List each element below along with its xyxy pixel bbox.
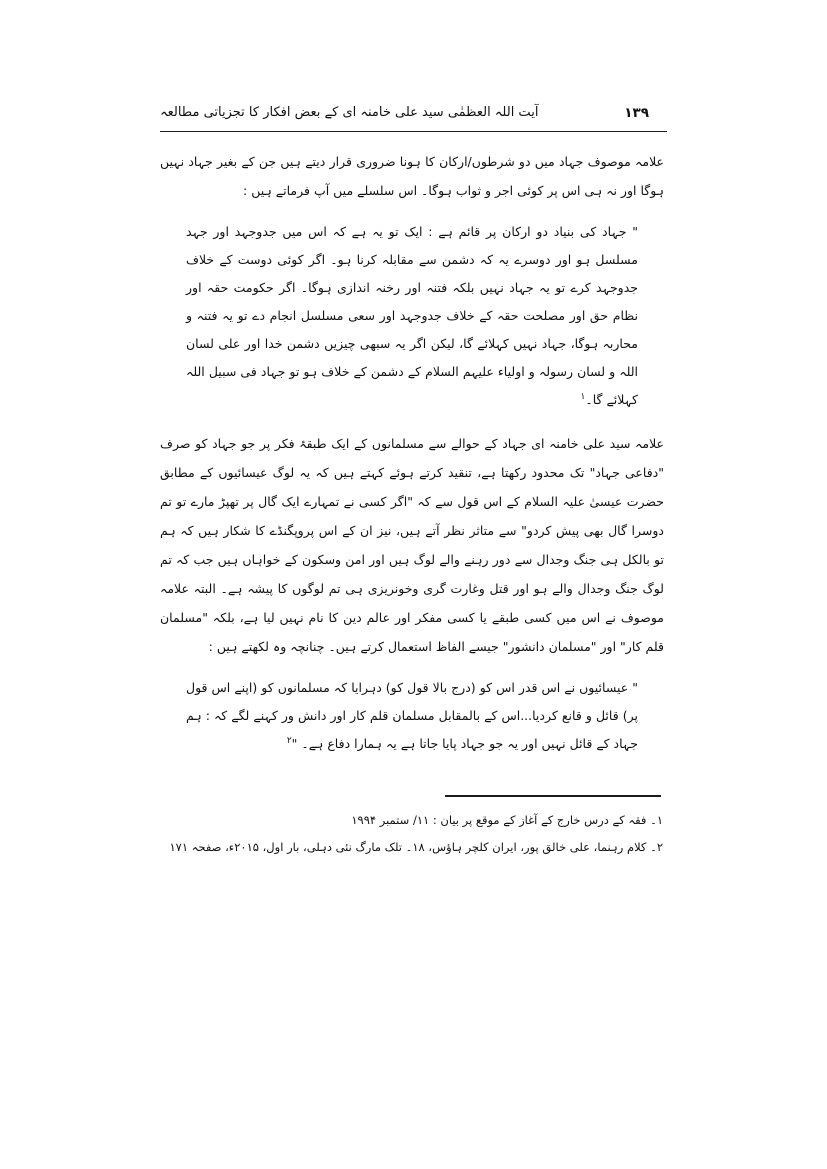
paragraph-1: علامہ موصوف جہاد میں دو شرطوں/ارکان کا ہونا ضروری قرار دیتے ہیں جن کے بغیر جہاد نہیں ہوگا اور نہ ہی اس پر کوئی اجر و ثواب ہوگا۔ اس سلسلے میں آپ فرماتے ہیں :: [160, 154, 664, 198]
footnote-ref-1: ۱: [580, 391, 586, 402]
header-title: آیت اللہ العظمٰی سید علی خامنہ ای کے بعض افکار کا تجزیاتی مطالعہ: [160, 105, 539, 120]
header-rule: [160, 131, 667, 132]
footnote-ref-2: ۲: [286, 735, 292, 746]
quote-block-1: [186, 218, 638, 414]
running-header: [160, 101, 665, 125]
quote-block-2: [186, 674, 638, 758]
paragraph-2: علامہ سید علی خامنہ ای جہاد کے حوالے سے مسلمانوں کے ایک طبقۂ فکر پر جو جہاد کو صرف "دفاعی جہاد" تک محدود رکھتا ہے، تنقید کرتے ہوئے کہتے ہیں کہ یہ لوگ عیسائیوں کے مطابق حضرت عیسیٰ علیہ السلام کے اس قول سے کہ "اگر کسی نے تمہارے ایک گال پر تھپڑ مارے تو تم دوسرا گال بھی پیش کردو" سے متاثر نظر آتے ہیں، نیز ان کے اس پروپگنڈے کا شکار ہیں کہ ہم تو بالکل ہی جنگ وجدال سے دور رہنے والے لوگ ہیں اور امن وسکون کے خواہاں ہیں جب کہ تم لوگ جنگ وجدال والے ہو اور قتل وغارت گری وخونریزی ہی تم لوگوں کا پیشہ ہے۔ البتہ علامہ موصوف نے اس میں کسی طبقے یا کسی مفکر اور عالم دین کا نام نہیں لیا ہے، بلکہ "مسلمان قلم کار" اور "مسلمان دانشور" جیسے الفاظ استعمال کرتے ہیں۔ چنانچہ وہ لکھتے ہیں :: [160, 436, 664, 654]
page-body: [160, 147, 664, 773]
page-number: ۱۳۹: [624, 105, 649, 121]
footnote-1: ۱۔ فقہ کے درس خارج کے آغاز کے موقع پر بیان : ۱۱/ ستمبر ۱۹۹۴: [351, 812, 663, 827]
quote-1-text: " جہاد کی بنیاد دو ارکان پر قائم ہے : ایک تو یہ ہے کہ اس میں جدوجہد اور جہد مسلسل ہو اور دوسرے یہ کہ دشمن سے مقابلہ کرنا ہو۔ اگر کوئی دوست کے خلاف جدوجہد کرے تو یہ جہاد نہیں بلکہ فتنہ اور رخنہ اندازی ہوگا۔ اگر حکومت حقہ اور نظام حق اور مصلحت حقہ کے خلاف جدوجہد اور سعی مسلسل انجام دے تو یہ فتنہ و محاربہ ہوگا، جہاد نہیں کہلائے گا، لیکن اگر یہ سبھی چیزیں دشمن خدا اور علی لسان اللہ و لسان رسولہ و اولیاء علیہم السلام کے دشمن کے خلاف ہو تو جہاد فی سبیل اللہ کہلائے گا۔: [186, 224, 638, 407]
quote-2-text: " عیسائیوں نے اس قدر اس کو (درج بالا قول کو) دہرایا کہ مسلمانوں کو (اپنے اس قول پر) قائل و قانع کردیا...اس کے بالمقابل مسلمان قلم کار اور دانش ور کہنے لگے کہ : ہم جہاد کے قائل نہیں اور یہ جو جہاد پایا جاتا ہے یہ ہمارا دفاع ہے۔ ": [186, 680, 638, 751]
footnote-2: ۲۔ کلام رہنما، علی خالق پور، ایران کلچر ہاؤس، ۱۸۔ تلک مارگ نئی دہلی، بار اول، ۲۰۱۵ء، صفحہ ۱۷۱: [169, 839, 663, 854]
footnotes-section: [160, 795, 663, 861]
footnote-separator-rule: [445, 795, 661, 797]
